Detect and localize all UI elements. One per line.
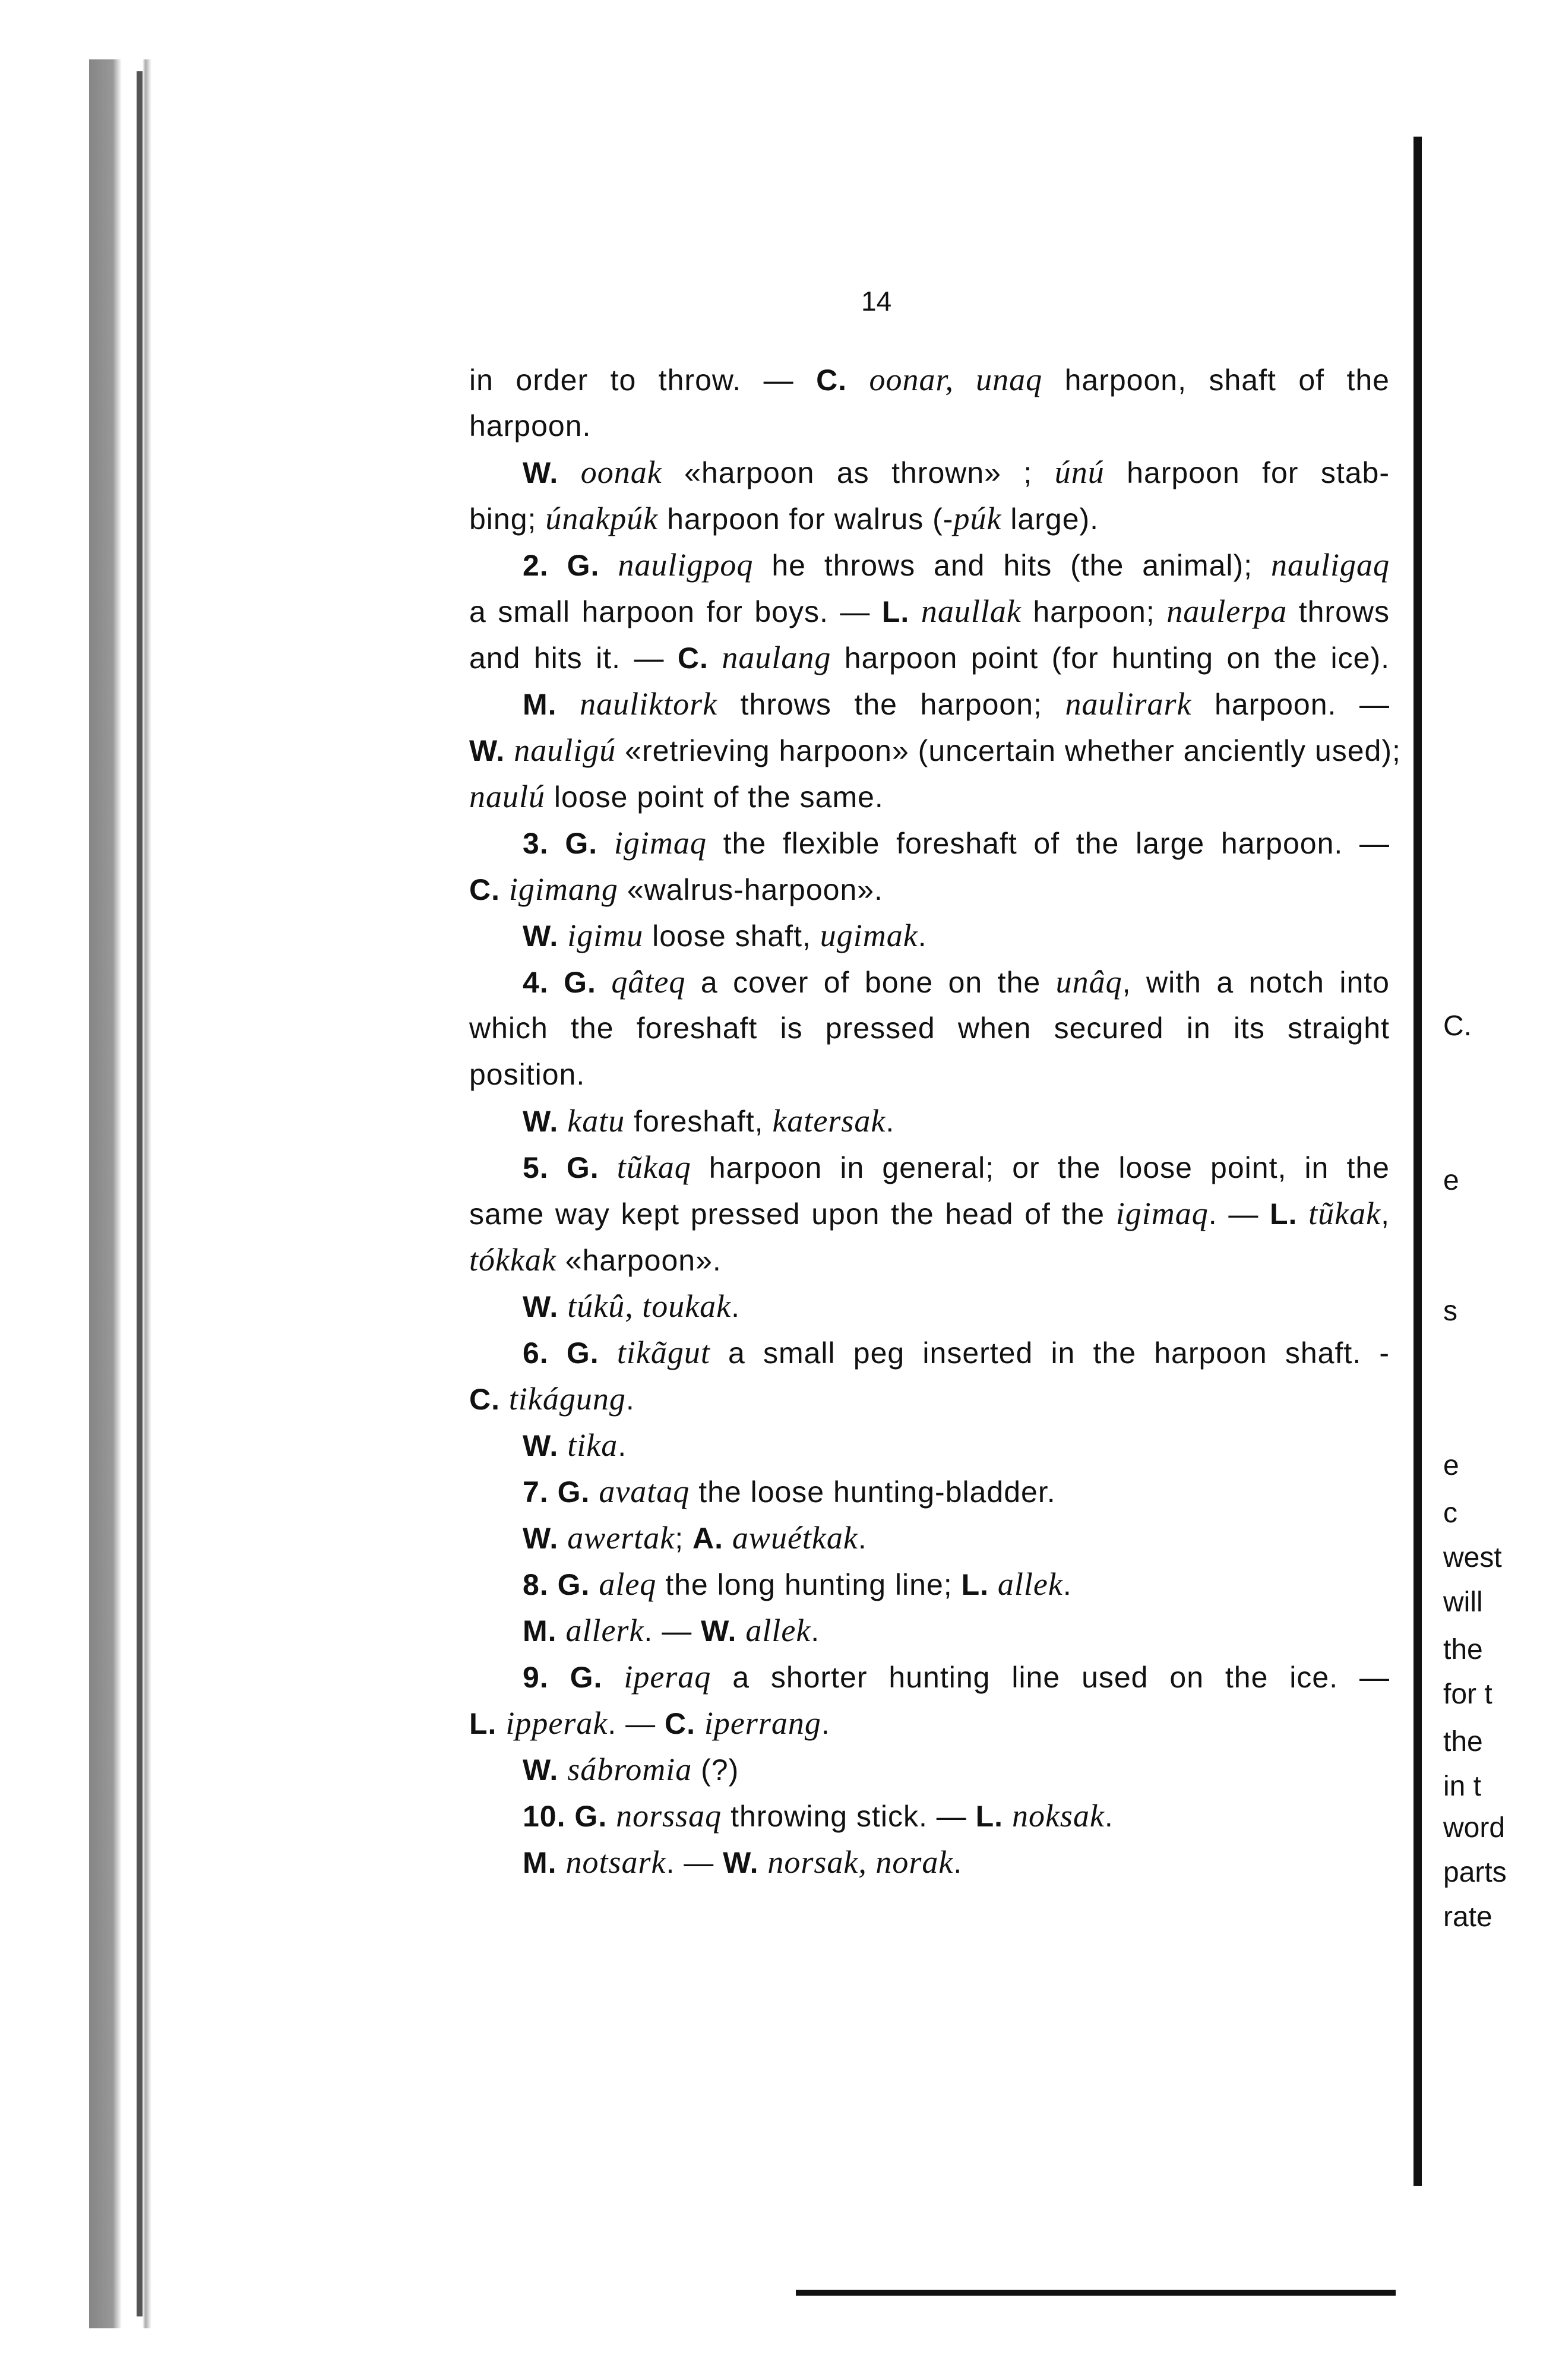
text-line: harpoon. [469, 409, 592, 443]
text-line: W. igimu loose shaft, ugimak. [523, 918, 927, 953]
text-line: 4. G. qâteq a cover of bone on the unâq, with a notch into [523, 964, 1390, 1000]
text-line: W. oonak «harpoon as thrown» ; únú harpoon for stab- [523, 454, 1390, 490]
text-line: 2. G. nauligpoq he throws and hits (the animal); nauligaq [523, 547, 1390, 583]
text-line: W. katu foreshaft, katersak. [523, 1103, 895, 1139]
text-line: C. tikágung. [469, 1381, 635, 1417]
margin-fragment: rate [1443, 1901, 1492, 1933]
text-line: naulú loose point of the same. [469, 779, 884, 814]
scan-edge-line [137, 71, 143, 2316]
text-line: L. ipperak. — C. iperrang. [469, 1705, 830, 1741]
text-line: position. [469, 1058, 586, 1091]
margin-fragment: in t [1443, 1771, 1482, 1802]
text-line: W. awertak; A. awuétkak. [523, 1520, 867, 1556]
margin-fragment: the [1443, 1726, 1483, 1758]
text-line: 7. G. avataq the loose hunting-bladder. [523, 1474, 1056, 1509]
text-line: W. sábromia (?) [523, 1752, 739, 1787]
text-line: 8. G. aleq the long hunting line; L. allek. [523, 1566, 1072, 1602]
text-line: 10. G. norssaq throwing stick. — L. noksak. [523, 1798, 1114, 1834]
text-line: 9. G. iperaq a shorter hunting line used on the ice. — [523, 1659, 1390, 1695]
scan-edge-shadow [89, 59, 208, 2328]
page-number: 14 [861, 286, 892, 317]
text-line: in order to throw. — C. oonar, unaq harpoon, shaft of the [469, 362, 1390, 397]
text-line: M. nauliktork throws the harpoon; naulirark harpoon. — [523, 686, 1390, 722]
text-line: which the foreshaft is pressed when secured in its straight [469, 1012, 1390, 1045]
page-body [469, 356, 1401, 1885]
margin-fragment: e [1443, 1165, 1459, 1196]
margin-fragment: will [1443, 1586, 1483, 1618]
margin-fragment: for t [1443, 1679, 1492, 1710]
gutter-line [1413, 137, 1422, 2186]
text-line: W. tika. [523, 1427, 627, 1463]
text-line: same way kept pressed upon the head of the igimaq. — L. tũkak, [469, 1196, 1390, 1231]
text-line: 3. G. igimaq the flexible foreshaft of the large harpoon. — [523, 825, 1390, 861]
text-line: W. túkû, toukak. [523, 1288, 741, 1324]
text-line: bing; únakpúk harpoon for walrus (-púk large). [469, 501, 1099, 536]
margin-fragment: e [1443, 1450, 1459, 1481]
text-line: and hits it. — C. naulang harpoon point (for hunting on the ice). [469, 640, 1390, 675]
margin-fragment: C. [1443, 1010, 1472, 1042]
text-line: 5. G. tũkaq harpoon in general; or the loose point, in the [523, 1149, 1390, 1185]
text-line: a small harpoon for boys. — L. naullak harpoon; naulerpa throws [469, 593, 1390, 629]
text-line: M. allerk. — W. allek. [523, 1613, 820, 1648]
text-line: 6. G. tikãgut a small peg inserted in the harpoon shaft. - [523, 1335, 1390, 1370]
margin-fragment: c [1443, 1497, 1457, 1529]
margin-fragment: parts [1443, 1857, 1507, 1888]
bottom-rule [796, 2290, 1396, 2296]
margin-fragment: s [1443, 1295, 1457, 1327]
text-line: M. notsark. — W. norsak, norak. [523, 1844, 963, 1880]
text-line: tókkak «harpoon». [469, 1242, 722, 1278]
text-line: W. nauligú «retrieving harpoon» (uncertain whether anciently used); [469, 732, 1401, 768]
margin-fragment: word [1443, 1812, 1506, 1844]
text-line: C. igimang «walrus-harpoon». [469, 871, 883, 907]
margin-fragment: west [1443, 1542, 1502, 1573]
margin-fragment: the [1443, 1634, 1483, 1665]
